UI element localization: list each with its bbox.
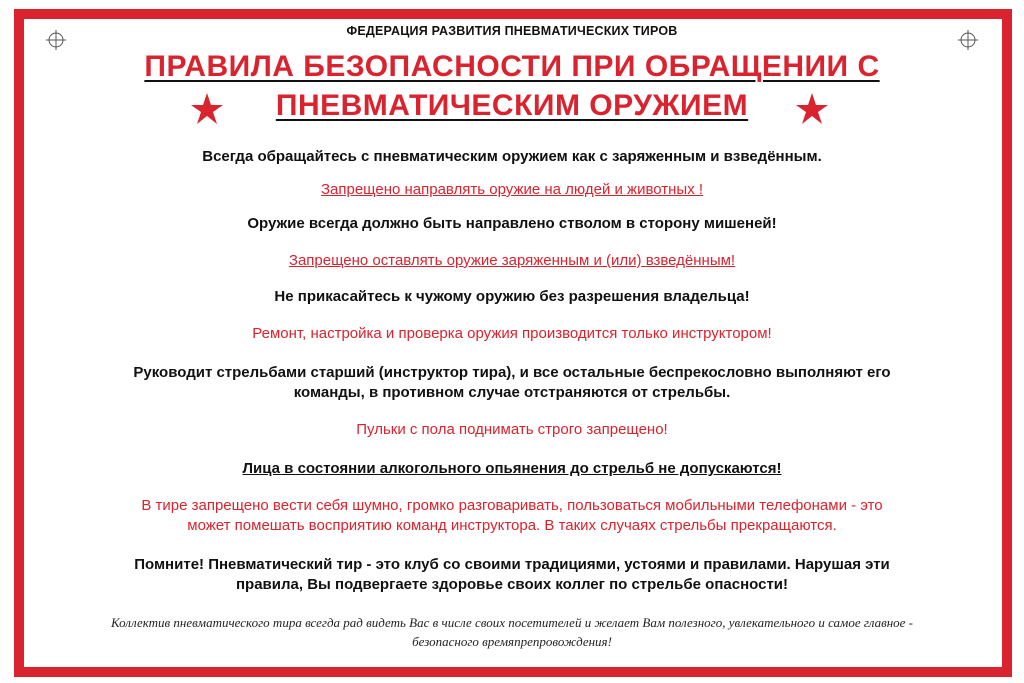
rule-2: Запрещено направлять оружие на людей и животных ! xyxy=(320,181,704,198)
star-icon-right xyxy=(795,92,829,126)
rule-10-line-1: В тире запрещено вести себя шумно, громко разговаривать, пользоваться мобильными телефонами - это xyxy=(141,497,883,514)
organization-name: ФЕДЕРАЦИЯ РАЗВИТИЯ ПНЕВМАТИЧЕСКИХ ТИРОВ xyxy=(346,24,678,38)
rule-3: Оружие всегда должно быть направлено стволом в сторону мишеней! xyxy=(247,215,777,232)
rule-10-line-2: может помешать восприятию команд инструктора. В таких случаях стрельбы прекращаются. xyxy=(187,517,837,534)
rule-4: Запрещено оставлять оружие заряженным и (или) взведённым! xyxy=(288,252,736,269)
rule-5: Не прикасайтесь к чужому оружию без разрешения владельца! xyxy=(274,288,750,305)
title-line-1: ПРАВИЛА БЕЗОПАСНОСТИ ПРИ ОБРАЩЕНИИ С xyxy=(144,50,880,83)
rule-7-line-1: Руководит стрельбами старший (инструктор тира), и все остальные беспрекословно выполняют его xyxy=(133,364,891,381)
closing-line-2: безопасного времяпрепровождения! xyxy=(412,634,612,649)
star-icon-left xyxy=(190,92,224,126)
rule-1: Всегда обращайтесь с пневматическим оружием как с заряженным и взведённым. xyxy=(202,148,822,165)
rule-9: Лица в состоянии алкогольного опьянения до стрельб не допускаются! xyxy=(242,460,782,477)
rule-11-line-2: правила, Вы подвергаете здоровье своих коллег по стрельбе опасности! xyxy=(235,576,789,593)
rule-8: Пульки с пола поднимать строго запрещено! xyxy=(356,421,668,438)
rule-7-line-2: команды, в противном случае отстраняются от стрельбы. xyxy=(293,384,731,401)
rule-11-line-1: Помните! Пневматический тир - это клуб со своими традициями, устоями и правилами. Нарушая эти xyxy=(134,556,890,573)
title-line-2: ПНЕВМАТИЧЕСКИМ ОРУЖИЕМ xyxy=(275,89,749,122)
closing-line-1: Коллектив пневматического тира всегда рад видеть Вас в числе своих посетителей и желает Вам полезного, увлекательного и самое главное - xyxy=(110,615,914,630)
rule-6: Ремонт, настройка и проверка оружия производится только инструктором! xyxy=(252,325,772,342)
